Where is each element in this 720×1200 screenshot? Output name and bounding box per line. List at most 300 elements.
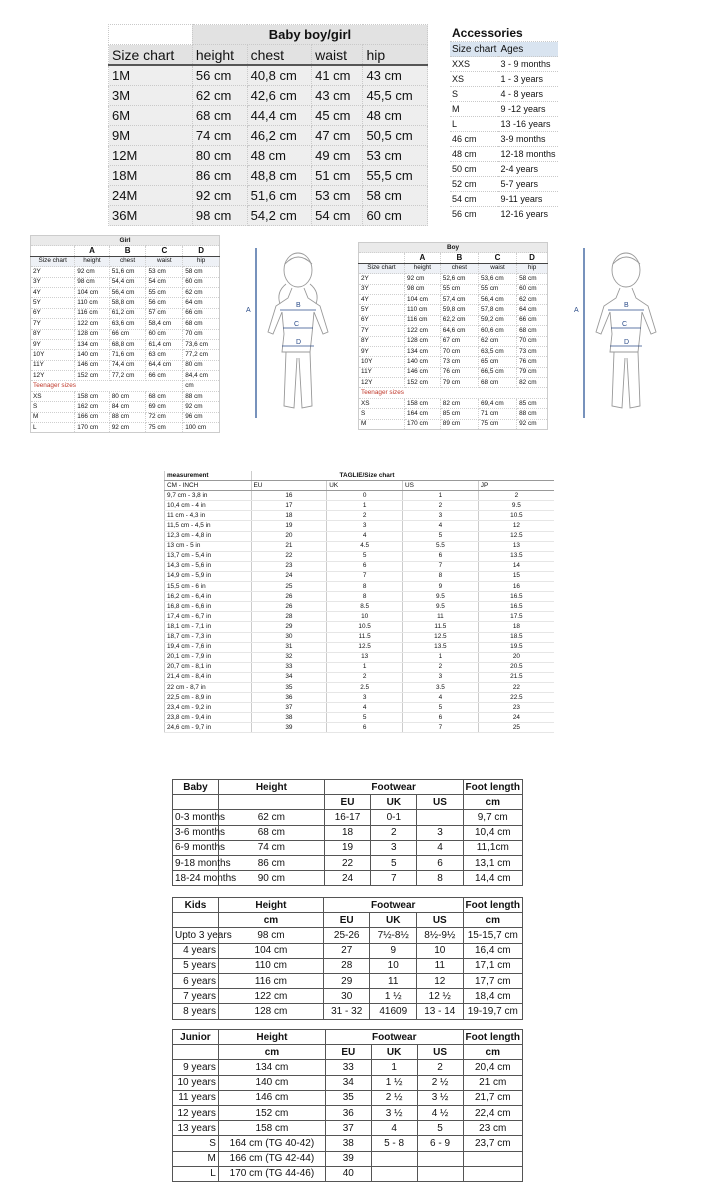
table-row <box>359 419 548 429</box>
table-row <box>359 346 548 356</box>
table-cell: 25 <box>251 582 327 592</box>
table-cell: 9 -12 years <box>498 102 557 117</box>
table-row <box>31 287 220 297</box>
measure-label-c: C <box>294 321 300 328</box>
table-cell: 20,4 cm <box>463 1060 522 1075</box>
table-cell: 35 <box>251 682 327 692</box>
table-cell: 9,7 cm - 3,8 in <box>165 491 252 501</box>
table-cell: 79 cm <box>517 367 548 377</box>
table-cell: 122 cm <box>405 326 441 336</box>
table-cell: 40,8 cm <box>247 65 312 86</box>
table-cell: 56,4 cm <box>109 287 146 297</box>
table-row <box>173 1090 523 1105</box>
table-cell: 6 <box>327 723 403 733</box>
table-cell: 11 <box>403 612 479 622</box>
table-cell: 4Y <box>359 294 405 304</box>
table-cell: 16.5 <box>478 602 554 612</box>
table-cell: 16 <box>251 491 327 501</box>
table-row <box>173 1136 523 1151</box>
table-cell: XS <box>31 391 75 401</box>
table-cell: 18.5 <box>478 632 554 642</box>
table-row <box>165 662 555 672</box>
table-cell: 6 years <box>173 973 219 988</box>
table-cell: XS <box>359 398 405 408</box>
table-cell: 58 cm <box>517 274 548 284</box>
column-header: UK <box>327 481 403 491</box>
table-cell: 9.5 <box>478 501 554 511</box>
table-row <box>31 298 220 308</box>
table-cell: 3-6 months <box>173 825 219 840</box>
table-cell: 64 cm <box>517 305 548 315</box>
table-row <box>31 329 220 339</box>
table-cell: 9,7 cm <box>463 810 522 825</box>
column-header: Size chart <box>31 256 75 266</box>
table-cell: 4 <box>327 703 403 713</box>
table-row <box>173 1004 523 1019</box>
table-cell: 146 cm <box>218 1090 325 1105</box>
table-cell: 31 <box>251 642 327 652</box>
table-cell: 92 cm <box>517 419 548 429</box>
table-header-row <box>31 256 220 266</box>
table-cell: 98 cm <box>405 284 441 294</box>
table-cell: 36M <box>109 206 193 226</box>
table-cell: 92 cm <box>192 186 247 206</box>
table-cell: 17.5 <box>478 612 554 622</box>
table-cell: 8 <box>417 871 463 886</box>
table-cell: 13 <box>327 652 403 662</box>
table-row <box>359 274 548 284</box>
table-row <box>359 367 548 377</box>
table-cell: 53 cm <box>363 146 428 166</box>
table-cell: 54 cm <box>312 206 363 226</box>
table-cell: 37 <box>251 703 327 713</box>
table-cell: 7 <box>327 571 403 581</box>
group-label: Junior <box>173 1030 219 1045</box>
table-cell: 28 <box>323 958 370 973</box>
table-cell: 5 <box>371 855 417 870</box>
table-row <box>165 521 555 531</box>
table-cell: 3 - 9 months <box>498 57 557 72</box>
table-cell: 80 cm <box>192 146 247 166</box>
table-cell: 61,2 cm <box>109 308 146 318</box>
table-cell: 164 cm (TG 40-42) <box>218 1136 325 1151</box>
table-cell: 65 cm <box>478 357 516 367</box>
table-cell: 104 cm <box>75 287 109 297</box>
table-cell: 32 <box>251 652 327 662</box>
table-cell: 7 <box>371 871 417 886</box>
table-cell: 28 <box>251 612 327 622</box>
teenager-sizes-label: Teenager sizes <box>31 381 183 391</box>
table-cell: 73 cm <box>517 346 548 356</box>
table-cell: 27 <box>323 943 370 958</box>
table-cell: 54,4 cm <box>109 277 146 287</box>
table-body <box>165 491 555 733</box>
table-cell: 11Y <box>31 360 75 370</box>
table-row <box>173 871 523 886</box>
table-cell: 50,5 cm <box>363 126 428 146</box>
table-cell: 66 cm <box>183 308 220 318</box>
table-row <box>165 561 555 571</box>
table-cell: 55 cm <box>146 287 183 297</box>
table-cell: 18-24 months <box>173 871 219 886</box>
table-cell: 49 cm <box>312 146 363 166</box>
table-cell: 23 <box>478 703 554 713</box>
table-cell: 73,6 cm <box>183 339 220 349</box>
table-cell: 22,4 cm <box>463 1105 522 1120</box>
table-cell: 66,5 cm <box>478 367 516 377</box>
table-cell: 79 cm <box>440 378 478 388</box>
measure-label-c: C <box>622 321 628 328</box>
table-row <box>31 277 220 287</box>
table-cell: 43 cm <box>312 86 363 106</box>
table-cell: L <box>31 423 75 433</box>
table-cell: 11.5 <box>403 622 479 632</box>
table-cell: 2-4 years <box>498 162 557 177</box>
height-header: Height <box>218 780 324 795</box>
table-cell: 70 cm <box>517 336 548 346</box>
table-cell: 116 cm <box>218 973 323 988</box>
footwear-header: Footwear <box>325 1030 463 1045</box>
table-cell: 100 cm <box>183 423 220 433</box>
table-cell: 140 cm <box>218 1075 325 1090</box>
foot-length-header: Foot length <box>463 898 522 913</box>
table-row <box>31 339 220 349</box>
table-row <box>165 582 555 592</box>
table-cell: 5 - 8 <box>371 1136 417 1151</box>
table-body <box>31 267 220 381</box>
table-cell: 26 <box>251 602 327 612</box>
column-header <box>173 1045 219 1060</box>
table-row <box>165 693 555 703</box>
table-cell: 59,2 cm <box>478 315 516 325</box>
table-row <box>165 632 555 642</box>
table-cell: 3 <box>371 840 417 855</box>
table-cell: 6 <box>417 855 463 870</box>
table-cell: 84,4 cm <box>183 371 220 381</box>
table-cell: 20 <box>251 531 327 541</box>
table-cell: 8Y <box>31 329 75 339</box>
table-cell: 9.5 <box>403 602 479 612</box>
table-cell: 1 <box>327 662 403 672</box>
table-cell: 19.5 <box>478 642 554 652</box>
column-header: US <box>417 913 464 928</box>
column-header <box>218 795 324 810</box>
table-cell: 54 cm <box>146 277 183 287</box>
table-cell: 6M <box>109 106 193 126</box>
table-cell: 146 cm <box>75 360 109 370</box>
teenager-sizes-label: Teenager sizes <box>359 388 548 398</box>
table-cell: 12.5 <box>478 531 554 541</box>
table-row <box>31 402 220 412</box>
table-cell: 4 <box>417 840 463 855</box>
table-cell: 15,5 cm - 6 in <box>165 582 252 592</box>
table-cell: 64,4 cm <box>146 360 183 370</box>
table-cell: 11 <box>417 958 464 973</box>
table-cell: 75 cm <box>478 419 516 429</box>
table-cell: 24 <box>251 571 327 581</box>
table-cell: 10,4 cm - 4 in <box>165 501 252 511</box>
table-cell: 36 <box>251 693 327 703</box>
table-row <box>173 1121 523 1136</box>
table-cell: 46,2 cm <box>247 126 312 146</box>
table-cell: 23,8 cm - 9,4 in <box>165 713 252 723</box>
table-row <box>109 206 428 226</box>
table-cell: 60 cm <box>517 284 548 294</box>
table-cell: 15-15,7 cm <box>463 928 522 943</box>
table-cell: 98 cm <box>192 206 247 226</box>
table-cell: 4 <box>371 1121 417 1136</box>
table-row <box>109 146 428 166</box>
table-cell: 51,6 cm <box>109 267 146 277</box>
table-cell: 1 ½ <box>370 989 417 1004</box>
table-cell: 24,6 cm - 9,7 in <box>165 723 252 733</box>
height-header: Height <box>218 1030 325 1045</box>
table-cell: 2Y <box>359 274 405 284</box>
table-cell: 10 years <box>173 1075 219 1090</box>
table-cell: 30 <box>251 632 327 642</box>
table-cell: 8 <box>327 592 403 602</box>
column-header: Size chart <box>109 45 193 66</box>
column-header: hip <box>517 263 548 273</box>
table-body <box>109 65 428 226</box>
table-cell: 19 <box>251 521 327 531</box>
table-cell: 86 cm <box>192 166 247 186</box>
column-header: height <box>75 256 109 266</box>
foot-length-header: Foot length <box>463 780 522 795</box>
table-cell: 0 <box>327 491 403 501</box>
measure-label-d: D <box>296 339 302 346</box>
table-cell: 8.5 <box>327 602 403 612</box>
table-cell: 16,2 cm - 6,4 in <box>165 592 252 602</box>
table-row <box>450 147 558 162</box>
table-cell: 62 cm <box>517 294 548 304</box>
table-row <box>450 117 558 132</box>
table-cell: 18,7 cm - 7,3 in <box>165 632 252 642</box>
table-cell: 62 cm <box>192 86 247 106</box>
table-cell: 3 <box>417 825 463 840</box>
table-row <box>109 126 428 146</box>
table-row <box>359 294 548 304</box>
table-cell: 51 cm <box>312 166 363 186</box>
table-cell: S <box>173 1136 219 1151</box>
table-row <box>31 350 220 360</box>
table-row <box>165 723 555 733</box>
table-cell: 25-26 <box>323 928 370 943</box>
table-cell: 18M <box>109 166 193 186</box>
table-row <box>450 102 558 117</box>
table-cell: 64 cm <box>183 298 220 308</box>
table-cell: 13 cm - 5 in <box>165 541 252 551</box>
table-cell: 58 cm <box>363 186 428 206</box>
table-cell: 3M <box>109 86 193 106</box>
table-row <box>450 207 558 222</box>
table-cell: 13,7 cm - 5,4 in <box>165 551 252 561</box>
table-cell: 9-18 months <box>173 855 219 870</box>
table-row <box>359 305 548 315</box>
girl-size-table <box>30 235 220 433</box>
table-cell: 19-19,7 cm <box>463 1004 522 1019</box>
table-cell: 11.5 <box>327 632 403 642</box>
letter-header: B <box>440 253 478 263</box>
table-cell: 85 cm <box>517 398 548 408</box>
table-cell: 23,7 cm <box>463 1136 522 1151</box>
table-cell: 1 ½ <box>371 1075 417 1090</box>
table-cell: 140 cm <box>75 350 109 360</box>
table-cell: 110 cm <box>75 298 109 308</box>
table-cell: 33 <box>251 662 327 672</box>
table-row <box>450 162 558 177</box>
table-row <box>173 855 523 870</box>
table-cell: 9 years <box>173 1060 219 1075</box>
table-cell: 12,3 cm - 4,8 in <box>165 531 252 541</box>
table-cell: 55 cm <box>478 284 516 294</box>
table-cell: 63,6 cm <box>109 319 146 329</box>
table-cell: 9Y <box>31 339 75 349</box>
table-cell: 38 <box>325 1136 371 1151</box>
accessories-table <box>450 25 558 221</box>
table-cell: 56,4 cm <box>478 294 516 304</box>
table-cell: 53,6 cm <box>478 274 516 284</box>
table-cell: 92 cm <box>405 274 441 284</box>
table-cell: 11,5 cm - 4,5 in <box>165 521 252 531</box>
table-cell: 12.5 <box>403 632 479 642</box>
table-cell: 21,7 cm <box>463 1090 522 1105</box>
table-cell: 68,8 cm <box>109 339 146 349</box>
table-cell: 128 cm <box>405 336 441 346</box>
table-cell <box>463 1151 522 1166</box>
table-cell: 18 <box>478 622 554 632</box>
table-cell: 62 cm <box>218 810 324 825</box>
table-header-row <box>109 45 428 66</box>
table-cell: 104 cm <box>405 294 441 304</box>
table-cell: 16,4 cm <box>463 943 522 958</box>
table-row <box>109 86 428 106</box>
table-cell: 3 ½ <box>371 1105 417 1120</box>
table-cell: 39 <box>325 1151 371 1166</box>
table-row <box>109 166 428 186</box>
table-cell: 2 ½ <box>371 1090 417 1105</box>
table-cell: 170 cm (TG 44-46) <box>218 1166 325 1181</box>
letter-header: D <box>517 253 548 263</box>
table-body <box>173 1060 523 1182</box>
table-cell: 16.5 <box>478 592 554 602</box>
table-row <box>359 409 548 419</box>
table-cell: XS <box>450 72 498 87</box>
table-cell: 17 <box>251 501 327 511</box>
table-cell: 18 <box>324 825 370 840</box>
table-cell: 13 years <box>173 1121 219 1136</box>
column-header: UK <box>371 1045 417 1060</box>
column-header: EU <box>324 795 370 810</box>
table-cell: 1 <box>327 501 403 511</box>
table-cell: 2 ½ <box>417 1075 463 1090</box>
table-cell: 12 years <box>173 1105 219 1120</box>
table-cell: 68 cm <box>192 106 247 126</box>
table-row <box>165 571 555 581</box>
table-cell: 7 years <box>173 989 219 1004</box>
table-cell: 166 cm (TG 42-44) <box>218 1151 325 1166</box>
table-cell: 162 cm <box>75 402 109 412</box>
table-cell: 4 - 8 years <box>498 87 557 102</box>
column-header: waist <box>312 45 363 66</box>
table-cell: 80 cm <box>109 391 146 401</box>
table-cell: 6 <box>327 561 403 571</box>
table-cell: 0-3 months <box>173 810 219 825</box>
table-cell: 39 <box>251 723 327 733</box>
table-cell: 10Y <box>31 350 75 360</box>
table-cell: 11 years <box>173 1090 219 1105</box>
table-row <box>450 192 558 207</box>
table-row <box>109 106 428 126</box>
column-header: UK <box>371 795 417 810</box>
table-cell: S <box>359 409 405 419</box>
table-cell: 61,4 cm <box>146 339 183 349</box>
table-cell: 104 cm <box>218 943 323 958</box>
column-header: cm <box>218 913 323 928</box>
table-cell: 11Y <box>359 367 405 377</box>
table-cell: 2 <box>417 1060 463 1075</box>
table-cell: 12 <box>417 973 464 988</box>
table-cell: 116 cm <box>405 315 441 325</box>
table-cell: 170 cm <box>75 423 109 433</box>
table-row <box>359 315 548 325</box>
table-cell: 9Y <box>359 346 405 356</box>
table-cell: 57,8 cm <box>478 305 516 315</box>
table-cell: 41 cm <box>312 65 363 86</box>
table-row <box>450 177 558 192</box>
table-cell: 11 cm - 4,3 in <box>165 511 252 521</box>
table-cell: 48 cm <box>363 106 428 126</box>
table-cell: 69 cm <box>146 402 183 412</box>
table-cell: 140 cm <box>405 357 441 367</box>
table-row <box>359 284 548 294</box>
table-cell: 45,5 cm <box>363 86 428 106</box>
table-cell: 21,4 cm - 8,4 in <box>165 672 252 682</box>
table-cell: 37 <box>325 1121 371 1136</box>
table-cell: 20 <box>478 652 554 662</box>
table-title-row <box>173 898 523 913</box>
column-header: EU <box>323 913 370 928</box>
table-cell: 3 <box>403 511 479 521</box>
column-header <box>173 795 219 810</box>
boy-body-figure <box>574 248 674 418</box>
table-cell: 82 cm <box>517 378 548 388</box>
table-cell: 54 cm <box>450 192 498 207</box>
table-row <box>165 652 555 662</box>
table-cell: 22.5 <box>478 693 554 703</box>
table-cell: 58 cm <box>183 267 220 277</box>
table-cell: 29 <box>323 973 370 988</box>
table-cell: 10,4 cm <box>463 825 522 840</box>
baby-footwear-table <box>172 779 523 886</box>
table-cell: 110 cm <box>405 305 441 315</box>
table-row <box>31 308 220 318</box>
table-row <box>173 973 523 988</box>
table-cell: 5.5 <box>403 541 479 551</box>
table-cell: 26 <box>251 592 327 602</box>
table-cell: 84 cm <box>109 402 146 412</box>
table-cell: 6-9 months <box>173 840 219 855</box>
table-cell: 85 cm <box>440 409 478 419</box>
table-cell: 20,1 cm - 7,9 in <box>165 652 252 662</box>
table-row <box>165 491 555 501</box>
table-cell: 58,8 cm <box>109 298 146 308</box>
junior-footwear-table <box>172 1029 523 1182</box>
table-cell: 53 cm <box>146 267 183 277</box>
letter-row <box>31 246 220 256</box>
table-cell: 48 cm <box>450 147 498 162</box>
table-row <box>359 378 548 388</box>
